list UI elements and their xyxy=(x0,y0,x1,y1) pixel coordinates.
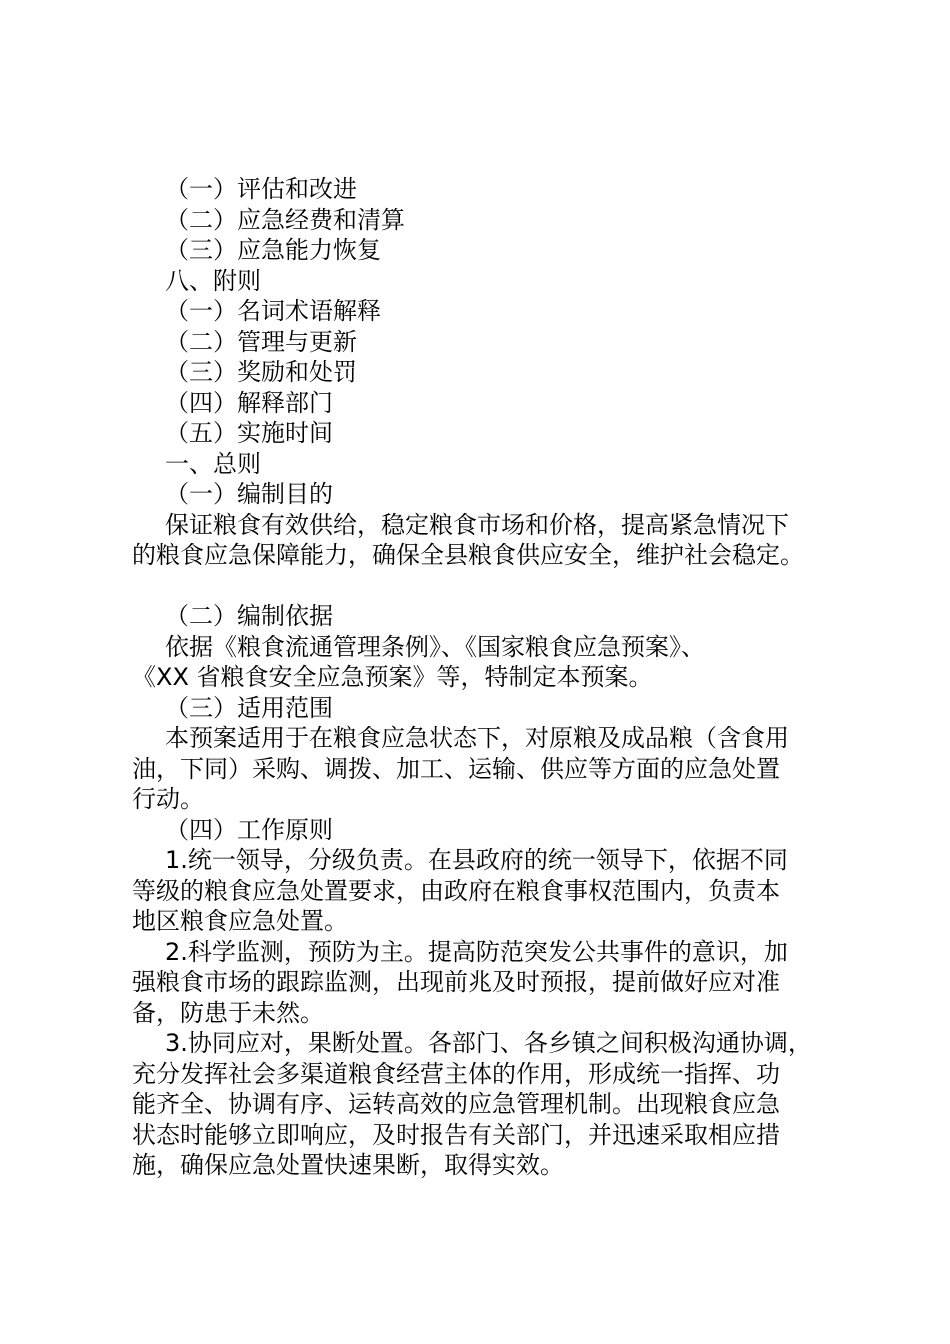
toc-item-1: （一）评估和改进 xyxy=(165,175,357,203)
toc-item-2: （二）应急经费和清算 xyxy=(165,205,405,234)
toc-item-6: （二）管理与更新 xyxy=(165,327,357,356)
paragraph-line: 施，确保应急处置快速果断，取得实效。 xyxy=(132,1151,564,1179)
paragraph-line: 强粮食市场的跟踪监测，出现前兆及时预报，提前做好应对准 xyxy=(132,968,780,996)
toc-item-3: （三）应急能力恢复 xyxy=(165,236,381,264)
document-body xyxy=(132,174,832,1181)
toc-item-9: （五）实施时间 xyxy=(165,419,333,447)
section-heading: 一、总则 xyxy=(165,449,261,478)
paragraph-line: 《XX 省粮食安全应急预案》等，特制定本预案。 xyxy=(132,663,653,691)
paragraph-line: 的粮食应急保障能力，确保全县粮食供应安全，维护社会稳定。 xyxy=(132,541,804,569)
subsection-heading: （三）适用范围 xyxy=(165,693,333,722)
toc-item-8: （四）解释部门 xyxy=(165,388,333,417)
toc-item-4: 八、附则 xyxy=(165,266,261,295)
subsection-heading: （四）工作原则 xyxy=(165,815,333,844)
subsection-heading: （二）编制依据 xyxy=(165,602,333,630)
toc-item-5: （一）名词术语解释 xyxy=(165,297,381,325)
paragraph-line: 依据《粮食流通管理条例》、《国家粮食应急预案》、 xyxy=(165,632,705,661)
paragraph-line: 备，防患于未然。 xyxy=(132,998,324,1027)
paragraph-line: 充分发挥社会多渠道粮食经营主体的作用，形成统一指挥、功 xyxy=(132,1059,780,1088)
blank-line xyxy=(132,571,832,602)
paragraph-line: 本预案适用于在粮食应急状态下，对原粮及成品粮（含食用 xyxy=(165,724,789,752)
toc-item-7: （三）奖励和处罚 xyxy=(165,358,357,386)
paragraph-line: 行动。 xyxy=(132,785,204,813)
paragraph-line: 2.科学监测，预防为主。提高防范突发公共事件的意识，加 xyxy=(165,937,788,966)
paragraph-line: 油，下同）采购、调拨、加工、运输、供应等方面的应急处置 xyxy=(132,754,780,783)
subsection-heading: （一）编制目的 xyxy=(165,480,333,508)
paragraph-line: 能齐全、协调有序、运转高效的应急管理机制。出现粮食应急 xyxy=(132,1090,780,1118)
paragraph-line: 等级的粮食应急处置要求，由政府在粮食事权范围内，负责本 xyxy=(132,876,780,905)
paragraph-line: 地区粮食应急处置。 xyxy=(132,907,348,935)
paragraph-line: 保证粮食有效供给，稳定粮食市场和价格，提高紧急情况下 xyxy=(165,510,789,539)
paragraph-line: 状态时能够立即响应，及时报告有关部门，并迅速采取相应措 xyxy=(132,1120,780,1149)
paragraph-line: 3.协同应对，果断处置。各部门、各乡镇之间积极沟通协调， xyxy=(165,1029,812,1057)
paragraph-line: 1.统一领导，分级负责。在县政府的统一领导下，依据不同 xyxy=(165,846,788,874)
